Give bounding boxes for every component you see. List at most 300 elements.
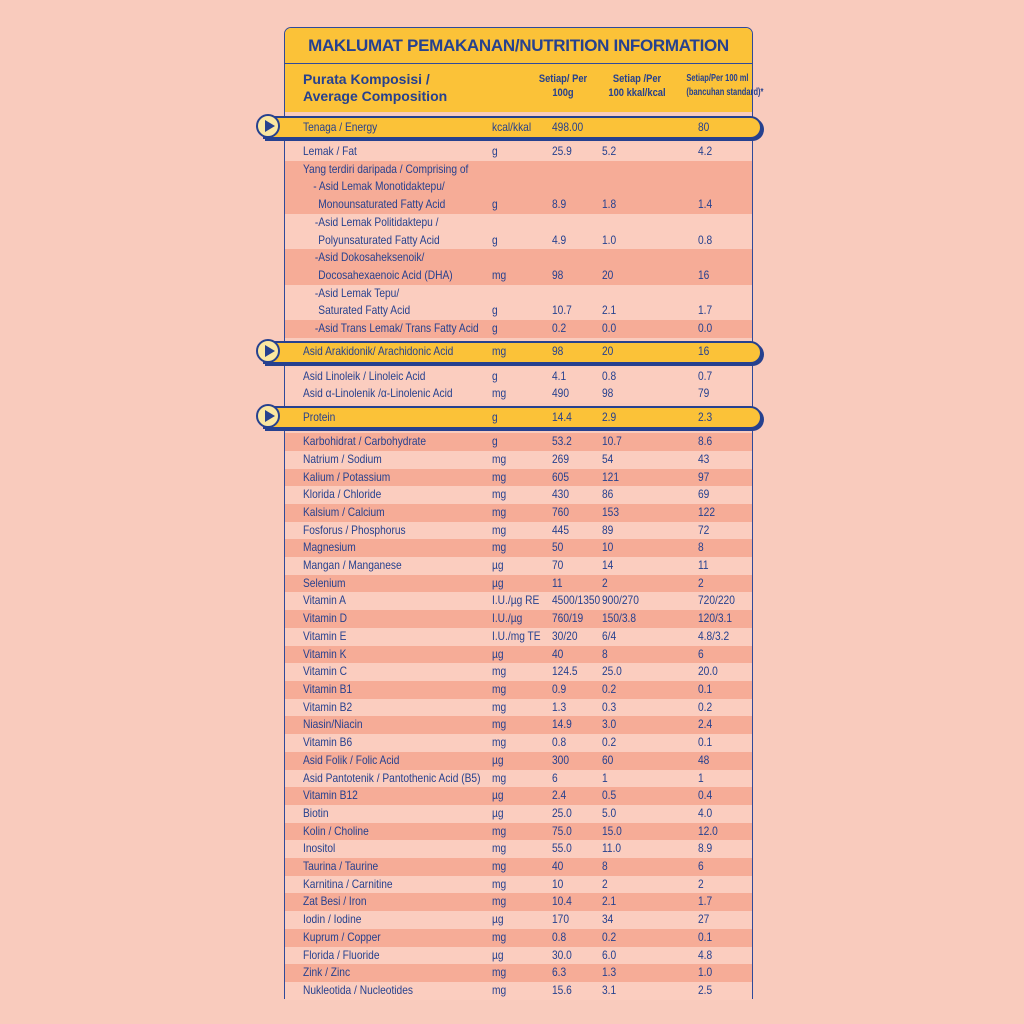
nutrient-row [285, 805, 752, 823]
nutrient-value-v2: 2 [602, 575, 608, 590]
nutrient-name-line: Lemak / Fat [303, 144, 357, 158]
nutrient-value-v3: 27 [698, 912, 710, 927]
nutrient-value-v1: 10 [552, 876, 564, 891]
header-composition-line: Average Composition [303, 88, 448, 104]
nutrient-value-v3: 1.0 [698, 965, 713, 980]
nutrient-unit: g [492, 197, 498, 212]
nutrient-value-v3: 8 [698, 540, 704, 555]
nutrient-row [285, 929, 752, 947]
nutrient-unit: mg [492, 735, 507, 750]
nutrient-name [285, 214, 492, 249]
nutrient-value-v1: 25.0 [552, 805, 572, 820]
nutrient-name-line: Vitamin B2 [303, 699, 353, 714]
nutrient-value-v1: 40 [552, 646, 564, 661]
nutrient-name-line: Asid Linoleik / Linoleic Acid [303, 368, 426, 383]
nutrient-unit: I.U./mg TE [492, 628, 541, 643]
nutrient-name [285, 787, 492, 805]
nutrient-row [285, 486, 752, 504]
play-arrow-icon [256, 404, 280, 428]
nutrient-name-line: Natrium / Sodium [303, 451, 382, 466]
nutrient-value-v2: 6.0 [602, 947, 617, 962]
nutrient-name-line: Fosforus / Phosphorus [303, 522, 406, 537]
nutrient-name [285, 805, 492, 823]
nutrient-name-line: Karbohidrat / Carbohydrate [303, 434, 427, 449]
nutrient-value-v2: 121 [602, 469, 620, 484]
nutrient-value-v3: 2.4 [698, 717, 713, 732]
nutrient-name-line: Florida / Fluoride [303, 947, 380, 962]
nutrient-name-line: Yang terdiri daripada / Comprising of [303, 161, 469, 176]
nutrient-unit: µg [492, 788, 504, 803]
nutrient-name [285, 249, 492, 284]
play-arrow-icon [256, 339, 280, 363]
nutrient-unit: g [492, 232, 498, 247]
nutrient-unit: I.U./µg [492, 611, 523, 626]
nutrient-row [285, 161, 752, 214]
nutrient-name [285, 119, 492, 137]
nutrient-name [285, 982, 492, 1000]
nutrient-name [285, 663, 492, 681]
nutrient-value-v3: 48 [698, 752, 710, 767]
nutrient-name [285, 840, 492, 858]
nutrient-value-v3: 43 [698, 451, 710, 466]
nutrient-name-line: -Asid Trans Lemak/ Trans Fatty Acid [314, 321, 479, 336]
nutrient-name [285, 681, 492, 699]
nutrient-unit: I.U./µg RE [492, 593, 540, 608]
nutrient-row [285, 646, 752, 664]
nutrient-name [285, 469, 492, 487]
nutrient-name-line: Biotin [303, 805, 329, 820]
nutrient-row [285, 823, 752, 841]
nutrient-value-v2: 153 [602, 504, 620, 519]
nutrient-value-v1: 0.9 [552, 681, 567, 696]
nutrient-unit: µg [492, 575, 504, 590]
nutrient-value-v1: 0.8 [552, 735, 567, 750]
header-line: Setiap/Per 100 ml [686, 73, 749, 84]
nutrient-name [285, 610, 492, 628]
nutrient-value-v2: 1.0 [602, 232, 617, 247]
nutrient-row [285, 143, 752, 161]
nutrient-name-line: Asid Pantotenik / Pantothenic Acid (B5) [303, 770, 481, 785]
nutrient-name-line: -Asid Dokosaheksenoik/ [314, 250, 425, 265]
nutrient-row [285, 249, 752, 284]
nutrient-name [285, 522, 492, 540]
nutrient-value-v3: 6 [698, 859, 704, 874]
nutrient-value-v1: 300 [552, 752, 570, 767]
nutrient-unit: mg [492, 823, 507, 838]
nutrient-unit: mg [492, 859, 507, 874]
nutrient-value-v3: 0.1 [698, 735, 713, 750]
nutrient-unit: mg [492, 504, 507, 519]
nutrient-unit: mg [492, 522, 507, 537]
nutrient-value-v2: 0.8 [602, 368, 617, 383]
nutrient-name-line: Vitamin C [303, 664, 348, 679]
nutrient-value-v1: 11 [552, 575, 563, 590]
nutrient-unit: g [492, 409, 498, 424]
nutrient-value-v1: 4.1 [552, 368, 567, 383]
nutrient-name-line: Taurina / Taurine [303, 859, 379, 874]
nutrient-name [285, 947, 492, 965]
nutrient-row [285, 893, 752, 911]
header-line: (bancuhan standard)* [686, 87, 764, 98]
nutrient-name [285, 823, 492, 841]
nutrient-name-line: Vitamin E [303, 628, 347, 643]
nutrient-name [285, 911, 492, 929]
nutrient-unit: mg [492, 664, 507, 679]
nutrient-row [285, 433, 752, 451]
nutrient-row [285, 716, 752, 734]
nutrient-name-line: Selenium [303, 575, 346, 590]
nutrient-name-line: Docosahexaenoic Acid (DHA) [318, 267, 453, 282]
nutrient-value-v3: 0.2 [698, 699, 713, 714]
nutrient-name [285, 929, 492, 947]
nutrient-value-v2: 11.0 [602, 841, 622, 856]
nutrient-value-v3: 16 [698, 267, 710, 282]
nutrient-unit: mg [492, 267, 507, 282]
nutrient-unit: mg [492, 451, 507, 466]
nutrient-row [285, 770, 752, 788]
nutrient-name [285, 451, 492, 469]
nutrient-value-v2: 1 [602, 770, 608, 785]
nutrient-name [285, 734, 492, 752]
nutrient-row [285, 610, 752, 628]
nutrient-value-v2: 54 [602, 451, 614, 466]
nutrient-unit: g [492, 321, 498, 336]
nutrient-row [285, 964, 752, 982]
nutrient-name-line: Mangan / Manganese [303, 558, 402, 573]
nutrient-value-v3: 97 [698, 469, 710, 484]
nutrient-row [285, 734, 752, 752]
nutrient-name [285, 893, 492, 911]
nutrient-value-v1: 124.5 [552, 664, 578, 679]
nutrient-value-v3: 720/220 [698, 593, 735, 608]
nutrient-name [285, 385, 492, 403]
nutrient-unit: mg [492, 717, 507, 732]
nutrient-name-line: -Asid Lemak Tepu/ [314, 285, 400, 300]
nutrient-value-v1: 760 [552, 504, 570, 519]
nutrient-value-v3: 0.8 [698, 232, 713, 247]
nutrient-unit: g [492, 144, 498, 158]
nutrient-value-v1: 170 [552, 912, 570, 927]
nutrient-unit: µg [492, 947, 504, 962]
nutrient-row [285, 451, 752, 469]
nutrient-value-v1: 269 [552, 451, 570, 466]
nutrient-value-v3: 11 [698, 558, 709, 573]
nutrient-value-v3: 4.0 [698, 805, 713, 820]
nutrient-row [285, 911, 752, 929]
nutrient-name-line: Zat Besi / Iron [303, 894, 367, 909]
nutrient-name-line: Kuprum / Copper [303, 929, 381, 944]
nutrient-name [285, 343, 492, 361]
nutrient-value-v2: 5.0 [602, 805, 617, 820]
nutrient-row [285, 840, 752, 858]
nutrient-value-v1: 4500/1350 [552, 593, 601, 608]
nutrient-value-v1: 50 [552, 540, 564, 555]
nutrient-name [285, 646, 492, 664]
nutrient-name [285, 592, 492, 610]
nutrient-value-v3: 80 [698, 119, 710, 134]
nutrient-value-v1: 6.3 [552, 965, 567, 980]
nutrient-value-v3: 4.8/3.2 [698, 628, 730, 643]
nutrient-name-line: Klorida / Chloride [303, 487, 382, 502]
nutrient-value-v3: 1 [698, 770, 704, 785]
nutrient-name [285, 143, 492, 161]
nutrient-name-line: Vitamin B1 [303, 681, 353, 696]
nutrient-unit: µg [492, 912, 504, 927]
nutrient-value-v1: 30.0 [552, 947, 572, 962]
nutrient-value-v1: 0.8 [552, 929, 567, 944]
nutrient-value-v1: 98 [552, 267, 564, 282]
nutrient-row [285, 539, 752, 557]
nutrient-value-v3: 2.5 [698, 982, 713, 997]
nutrient-value-v2: 25.0 [602, 664, 622, 679]
nutrient-name [285, 320, 492, 338]
nutrient-row [285, 214, 752, 249]
nutrient-name [285, 557, 492, 575]
nutrient-value-v3: 12.0 [698, 823, 718, 838]
nutrient-value-v3: 1.7 [698, 894, 713, 909]
nutrient-unit: mg [492, 469, 507, 484]
nutrient-name-line: Magnesium [303, 540, 356, 555]
nutrient-value-v3: 8.9 [698, 841, 713, 856]
header-line: 100 kkal/kcal [608, 87, 666, 99]
nutrient-value-v1: 490 [552, 386, 570, 401]
nutrient-value-v1: 40 [552, 859, 564, 874]
header-line: Setiap /Per [612, 73, 662, 85]
nutrient-name-line: Asid Folik / Folic Acid [303, 752, 400, 767]
nutrient-unit: mg [492, 982, 507, 997]
nutrient-value-v2: 900/270 [602, 593, 639, 608]
nutrient-name-line: Kolin / Choline [303, 823, 369, 838]
nutrient-unit: g [492, 303, 498, 318]
nutrient-unit: mg [492, 876, 507, 891]
nutrient-value-v3: 8.6 [698, 434, 713, 449]
nutrient-value-v1: 14.9 [552, 717, 572, 732]
nutrient-value-v1: 15.6 [552, 982, 572, 997]
nutrient-value-v3: 4.8 [698, 947, 713, 962]
panel-title: MAKLUMAT PEMAKANAN/NUTRITION INFORMATION [285, 28, 752, 64]
nutrient-value-v3: 72 [698, 522, 710, 537]
nutrient-name-line: Vitamin K [303, 646, 347, 661]
play-arrow-icon [256, 114, 280, 138]
nutrient-name-line: Tenaga / Energy [303, 119, 378, 134]
nutrient-value-v2: 8 [602, 859, 608, 874]
nutrient-name-line: Protein [303, 409, 336, 424]
nutrient-name-line: Niasin/Niacin [303, 717, 363, 732]
nutrient-name [285, 539, 492, 557]
nutrient-value-v2: 5.2 [602, 144, 617, 158]
nutrient-row [285, 368, 752, 386]
nutrient-value-v1: 6 [552, 770, 558, 785]
nutrient-row [285, 982, 752, 1000]
nutrient-name [285, 285, 492, 320]
nutrient-name [285, 770, 492, 788]
nutrient-row [285, 628, 752, 646]
nutrient-value-v3: 16 [698, 344, 710, 359]
nutrient-value-v3: 1.4 [698, 197, 713, 212]
nutrient-name-line: Kalium / Potassium [303, 469, 391, 484]
nutrient-value-v1: 605 [552, 469, 570, 484]
nutrient-value-v1: 25.9 [552, 144, 572, 158]
nutrient-unit: µg [492, 805, 504, 820]
nutrient-name-line: Vitamin A [303, 593, 346, 608]
nutrient-value-v2: 1.8 [602, 197, 617, 212]
nutrient-name [285, 699, 492, 717]
nutrient-name-line: Zink / Zinc [303, 965, 351, 980]
nutrient-row [285, 557, 752, 575]
nutrient-name [285, 876, 492, 894]
table-header [285, 64, 764, 112]
nutrient-name-line: Nukleotida / Nucleotides [303, 982, 413, 997]
nutrient-name [285, 486, 492, 504]
header-col-per100kcal [603, 72, 671, 100]
nutrient-value-v2: 89 [602, 522, 614, 537]
nutrient-name-line: Kalsium / Calcium [303, 504, 385, 519]
nutrient-row [285, 699, 752, 717]
nutrient-value-v1: 98 [552, 344, 564, 359]
nutrient-value-v1: 30/20 [552, 628, 578, 643]
nutrient-unit: mg [492, 386, 507, 401]
nutrient-unit: mg [492, 929, 507, 944]
nutrient-row [285, 663, 752, 681]
header-col-per100g [536, 72, 590, 100]
nutrient-value-v2: 20 [602, 267, 614, 282]
nutrition-panel [284, 27, 764, 999]
nutrient-unit: mg [492, 699, 507, 714]
nutrient-name-line: Saturated Fatty Acid [318, 303, 411, 318]
nutrient-name-line: Inositol [303, 841, 336, 856]
nutrient-value-v3: 0.4 [698, 788, 713, 803]
nutrient-row [285, 285, 752, 320]
nutrient-unit: mg [492, 344, 507, 359]
nutrient-unit: mg [492, 841, 507, 856]
nutrient-value-v3: 1.7 [698, 303, 713, 318]
nutrient-value-v1: 4.9 [552, 232, 567, 247]
nutrient-value-v1: 2.4 [552, 788, 567, 803]
highlighted-nutrient-row [285, 116, 752, 139]
nutrient-name [285, 368, 492, 386]
nutrient-value-v3: 6 [698, 646, 704, 661]
nutrient-value-v1: 70 [552, 558, 564, 573]
nutrient-name-line: Asid Arakidonik/ Arachidonic Acid [303, 344, 454, 359]
nutrient-value-v3: 0.1 [698, 681, 713, 696]
nutrient-unit: kcal/kkal [492, 119, 532, 134]
nutrient-name [285, 575, 492, 593]
nutrient-value-v3: 2 [698, 575, 704, 590]
nutrient-value-v2: 10.7 [602, 434, 622, 449]
nutrient-value-v1: 430 [552, 487, 570, 502]
nutrient-row [285, 787, 752, 805]
nutrient-name [285, 964, 492, 982]
nutrient-value-v1: 75.0 [552, 823, 572, 838]
nutrient-unit: µg [492, 646, 504, 661]
nutrient-row [285, 469, 752, 487]
nutrient-value-v3: 20.0 [698, 664, 718, 679]
nutrient-name [285, 752, 492, 770]
nutrient-value-v1: 10.7 [552, 303, 572, 318]
nutrient-value-v3: 0.7 [698, 368, 713, 383]
nutrient-name [285, 504, 492, 522]
nutrient-value-v3: 79 [698, 386, 710, 401]
highlighted-nutrient-row [285, 406, 752, 429]
nutrient-value-v3: 2 [698, 876, 704, 891]
nutrient-name-line: Monounsaturated Fatty Acid [318, 197, 446, 212]
header-composition [303, 71, 447, 105]
nutrient-name [285, 161, 492, 214]
nutrient-value-v2: 0.2 [602, 681, 617, 696]
nutrient-name [285, 409, 492, 427]
nutrient-value-v3: 69 [698, 487, 710, 502]
nutrient-value-v2: 60 [602, 752, 614, 767]
nutrient-name [285, 716, 492, 734]
nutrient-value-v1: 55.0 [552, 841, 572, 856]
nutrient-value-v2: 6/4 [602, 628, 617, 643]
nutrient-value-v1: 445 [552, 522, 570, 537]
nutrient-name-line: Vitamin B6 [303, 735, 353, 750]
nutrient-value-v2: 0.2 [602, 929, 617, 944]
nutrient-value-v3: 2.3 [698, 409, 713, 424]
nutrient-row [285, 858, 752, 876]
nutrient-row [285, 876, 752, 894]
header-composition-line: Purata Komposisi / [303, 71, 430, 87]
header-col-per100ml [686, 72, 764, 100]
nutrient-name-line: Polyunsaturated Fatty Acid [318, 232, 440, 247]
nutrient-value-v1: 760/19 [552, 611, 584, 626]
nutrient-value-v2: 2 [602, 876, 608, 891]
nutrient-unit: µg [492, 558, 504, 573]
nutrient-row [285, 522, 752, 540]
nutrient-value-v2: 86 [602, 487, 614, 502]
nutrient-value-v2: 3.1 [602, 982, 617, 997]
nutrient-value-v2: 34 [602, 912, 614, 927]
nutrient-value-v2: 14 [602, 558, 614, 573]
nutrient-name-line: -Asid Lemak Politidaktepu / [314, 214, 439, 229]
nutrient-value-v3: 122 [698, 504, 716, 519]
nutrient-row [285, 681, 752, 699]
nutrient-row [285, 947, 752, 965]
nutrient-name-line: Vitamin D [303, 611, 348, 626]
nutrient-unit: g [492, 434, 498, 449]
header-line: 100g [552, 87, 574, 99]
nutrient-value-v2: 98 [602, 386, 614, 401]
nutrient-value-v2: 3.0 [602, 717, 617, 732]
nutrient-value-v1: 10.4 [552, 894, 572, 909]
nutrient-row [285, 752, 752, 770]
nutrient-name [285, 628, 492, 646]
nutrient-name-line: Vitamin B12 [303, 788, 358, 803]
highlighted-nutrient-row [285, 341, 752, 364]
nutrient-value-v2: 2.1 [602, 894, 617, 909]
nutrient-value-v3: 4.2 [698, 144, 713, 158]
nutrient-name [285, 433, 492, 451]
nutrient-value-v2: 0.0 [602, 321, 617, 336]
nutrient-value-v1: 498.00 [552, 119, 584, 134]
nutrient-name-line: Iodin / Iodine [303, 912, 362, 927]
nutrient-row [285, 320, 752, 338]
nutrient-value-v1: 14.4 [552, 409, 572, 424]
nutrient-value-v1: 0.2 [552, 321, 567, 336]
nutrient-unit: mg [492, 681, 507, 696]
nutrient-value-v2: 15.0 [602, 823, 622, 838]
nutrient-unit: mg [492, 770, 507, 785]
nutrient-value-v1: 1.3 [552, 699, 567, 714]
nutrient-row [285, 385, 752, 403]
nutrient-row [285, 575, 752, 593]
nutrient-value-v2: 8 [602, 646, 608, 661]
nutrient-value-v2: 0.5 [602, 788, 617, 803]
nutrient-unit: mg [492, 487, 507, 502]
nutrient-value-v2: 0.3 [602, 699, 617, 714]
nutrient-value-v2: 2.9 [602, 409, 617, 424]
